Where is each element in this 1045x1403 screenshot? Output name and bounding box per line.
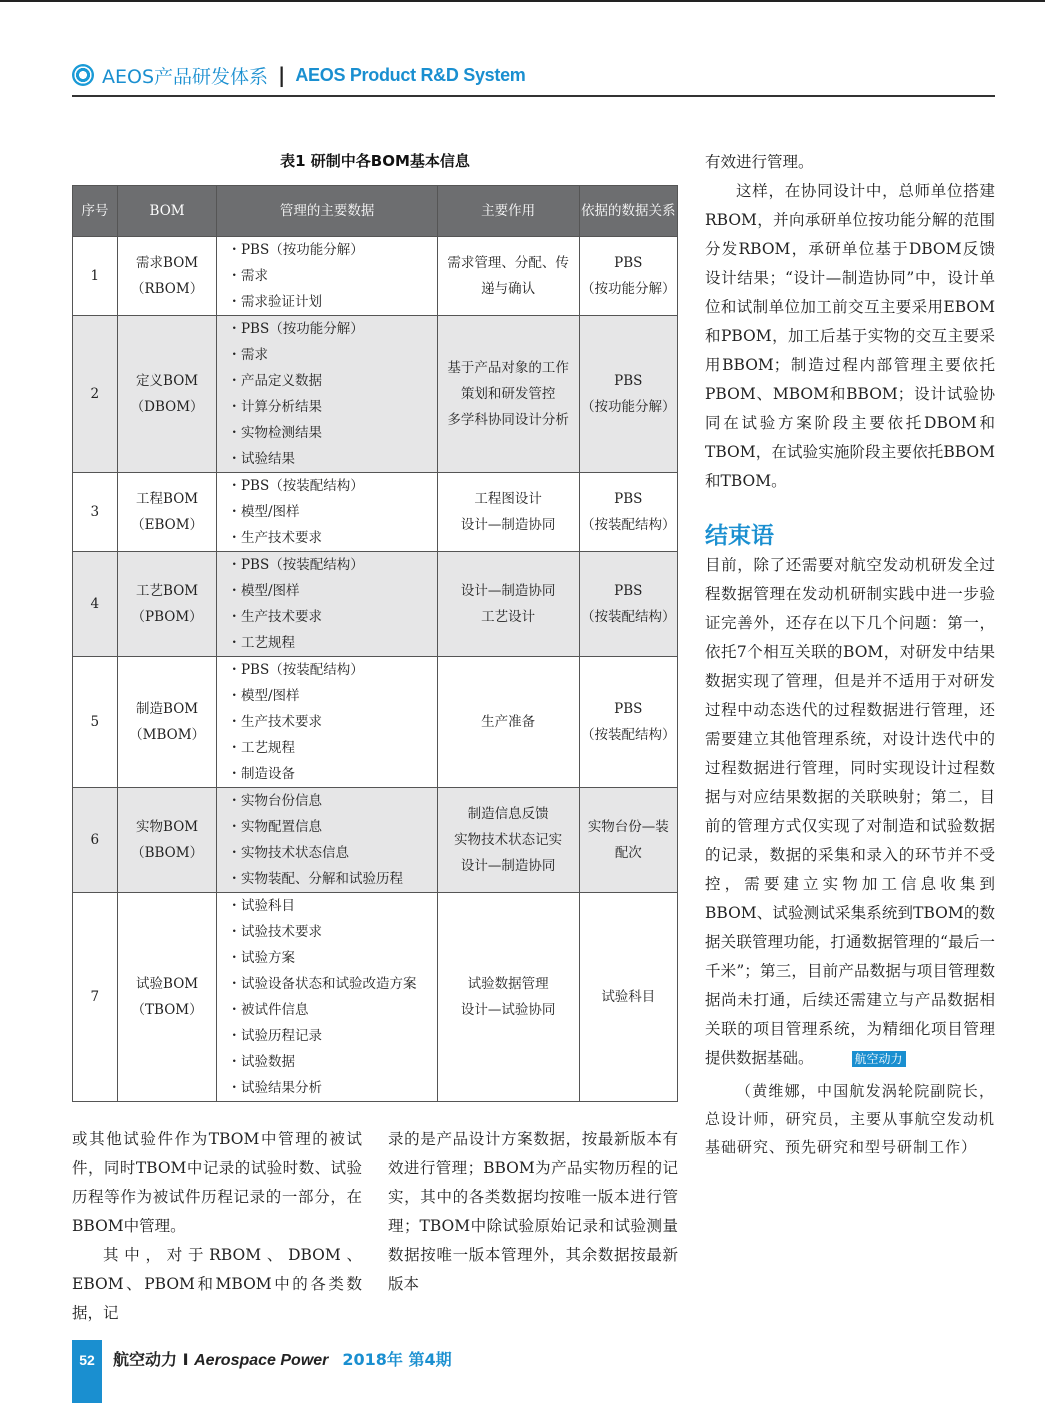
header-title-en: AEOS Product R&D System — [295, 64, 526, 85]
role-cell-line: 制造信息反馈 — [467, 806, 549, 822]
bom-name: 实物BOM — [136, 819, 199, 835]
right-column — [705, 148, 995, 1161]
role-cell — [437, 788, 579, 893]
bom-name: 工程BOM — [136, 491, 199, 507]
aeos-logo-icon — [72, 64, 94, 86]
running-header — [72, 60, 526, 90]
bom-name-cell — [117, 237, 217, 316]
row-number: 1 — [73, 237, 118, 316]
footer-separator: I — [177, 1350, 195, 1369]
managed-data-cell — [217, 316, 437, 473]
left-column — [72, 1125, 362, 1328]
section-title: 结束语 — [705, 523, 774, 549]
basis-cell-line: 配次 — [614, 845, 642, 861]
role-cell-line: 需求管理、分配、传 — [447, 255, 569, 271]
managed-data-cell-line: ・试验设备状态和试验改造方案 — [227, 976, 417, 992]
basis-cell-line: （按装配结构） — [581, 727, 676, 743]
basis-cell-line: （按功能分解） — [581, 281, 676, 297]
bom-abbr: （EBOM） — [131, 517, 204, 533]
basis-cell-line: （按功能分解） — [581, 399, 676, 415]
basis-cell — [579, 893, 677, 1102]
role-cell — [437, 552, 579, 657]
conclusion-text: 目前，除了还需要对航空发动机研发全过程数据管理在发动机研制实践中进一步验证完善外，还存在以下几个问题：第一，依托7个相互关联的BOM，对研发中结果数据实现了管理，但是并不适用于对研发过程中动态迭代的过程数据进行管理，还需要建立其他管理系统，对设计迭代中的过程数据进行管理，同时实现设计过程数据与对应结果数据的关联映射；第二，目前的管理方式仅实现了对制造和试验数据的记录，数据的采集和录入的环节并不受控，需要建立实物加工信息收集到BBOM、试验测试采集系统到TBOM的数据关联管理功能，打通数据管理的“最后一千米”；第三，目前产品数据与项目管理数据尚未打通，后续还需建立与产品数据相关联的项目管理系统，为精细化项目管理提供数据基础。 — [705, 556, 995, 1067]
managed-data-cell — [217, 788, 437, 893]
managed-data-cell — [217, 893, 437, 1102]
paragraph: 这样，在协同设计中，总师单位搭建RBOM，并向承研单位按功能分解的范围分发RBOM，承研单位基于DBOM反馈设计结果；“设计—制造协同”中，设计单位和试制单位加工前交互主要采用EBOM和PBOM，加工后基于实物的交互主要采用BBOM；制造过程内部管理主要依托PBOM、MBOM和BBOM；设计试验协同在试验方案阶段主要依托DBOM和TBOM，在试验实施阶段主要依托BBOM和TBOM。 — [705, 182, 995, 490]
paragraph: 有效进行管理。 — [705, 153, 814, 171]
journal-name-cn: 航空动力 — [113, 1350, 178, 1369]
managed-data-cell-line: ・模型/图样 — [227, 583, 300, 599]
role-cell-line: 实物技术状态记实 — [454, 832, 563, 848]
row-number: 7 — [73, 893, 118, 1102]
bom-name-cell — [117, 316, 217, 473]
header-cell: 依据的数据关系 — [579, 186, 677, 237]
table-row — [73, 552, 678, 657]
basis-cell-line: （按装配结构） — [581, 517, 676, 533]
managed-data-cell-line: ・需求 — [227, 347, 268, 363]
basis-cell-line: PBS — [614, 701, 643, 717]
header-rule — [72, 95, 995, 97]
role-cell — [437, 893, 579, 1102]
role-cell-line: 生产准备 — [481, 714, 536, 730]
managed-data-cell-line: ・产品定义数据 — [227, 373, 322, 389]
header-title-cn: AEOS产品研发体系 — [102, 65, 269, 88]
page-number: 52 — [79, 1352, 95, 1368]
table-row — [73, 788, 678, 893]
row-number: 2 — [73, 316, 118, 473]
managed-data-cell-line: ・实物检测结果 — [227, 425, 322, 441]
managed-data-cell-line: ・试验数据 — [227, 1054, 295, 1070]
basis-cell — [579, 316, 677, 473]
bom-name-cell — [117, 657, 217, 788]
row-number: 5 — [73, 657, 118, 788]
managed-data-cell-line: ・试验方案 — [227, 950, 295, 966]
table-row — [73, 473, 678, 552]
role-cell-line: 设计—试验协同 — [460, 1002, 556, 1018]
managed-data-cell — [217, 473, 437, 552]
managed-data-cell-line: ・PBS（按装配结构） — [227, 662, 364, 678]
bom-name: 定义BOM — [136, 373, 199, 389]
managed-data-cell-line: ・试验结果分析 — [227, 1080, 322, 1096]
managed-data-cell-line: ・生产技术要求 — [227, 530, 322, 546]
role-cell-line: 试验数据管理 — [467, 976, 549, 992]
bom-name: 工艺BOM — [136, 583, 199, 599]
managed-data-cell-line: ・PBS（按功能分解） — [227, 242, 364, 258]
role-cell-line: 多学科协同设计分析 — [447, 412, 569, 428]
paragraph — [705, 551, 995, 1073]
table-row — [73, 316, 678, 473]
bom-name: 试验BOM — [136, 976, 199, 992]
table-caption: 表1 研制中各BOM基本信息 — [280, 152, 470, 170]
paragraph: 或其他试验件作为TBOM中管理的被试件，同时TBOM中记录的试验时数、试验历程等作为被试件历程记录的一部分，在BBOM中管理。 — [72, 1130, 362, 1235]
header-cell: 主要作用 — [437, 186, 579, 237]
bom-name-cell — [117, 473, 217, 552]
table-body — [73, 237, 678, 1102]
issue-label: 2018年 第4期 — [342, 1350, 452, 1369]
role-cell — [437, 473, 579, 552]
basis-cell-line: PBS — [614, 491, 643, 507]
top-border — [0, 0, 1045, 2]
managed-data-cell-line: ・生产技术要求 — [227, 609, 322, 625]
table-row — [73, 657, 678, 788]
footer — [113, 1347, 452, 1370]
middle-column — [388, 1125, 678, 1299]
basis-cell — [579, 237, 677, 316]
basis-cell-line: PBS — [614, 255, 643, 271]
bom-name: 需求BOM — [136, 255, 199, 271]
role-cell-line: 工程图设计 — [474, 491, 542, 507]
managed-data-cell-line: ・制造设备 — [227, 766, 295, 782]
role-cell-line: 设计—制造协同 — [460, 858, 556, 874]
header-cell: 序号 — [73, 186, 118, 237]
bom-abbr: （BBOM） — [131, 845, 204, 861]
basis-cell — [579, 552, 677, 657]
header-cell: 管理的主要数据 — [217, 186, 437, 237]
managed-data-cell-line: ・PBS（按功能分解） — [227, 321, 364, 337]
bom-name-cell — [117, 552, 217, 657]
role-cell-line: 工艺设计 — [481, 609, 536, 625]
bom-abbr: （PBOM） — [131, 609, 203, 625]
paragraph: 录的是产品设计方案数据，按最新版本有效进行管理；BBOM为产品实物历程的记实，其中的各类数据均按唯一版本进行管理；TBOM中除试验原始记录和试验测量数据按唯一版本管理外，其余数据按最新版本 — [388, 1130, 678, 1293]
journal-name-en: Aerospace Power — [194, 1352, 329, 1369]
bom-abbr: （RBOM） — [130, 281, 204, 297]
managed-data-cell-line: ・被试件信息 — [227, 1002, 309, 1018]
role-cell — [437, 316, 579, 473]
role-cell-line: 递与确认 — [481, 281, 536, 297]
basis-cell — [579, 657, 677, 788]
page-number-tab — [72, 1340, 102, 1403]
role-cell-line: 基于产品对象的工作 — [447, 360, 569, 376]
role-cell — [437, 237, 579, 316]
basis-cell — [579, 473, 677, 552]
managed-data-cell-line: ・需求验证计划 — [227, 294, 322, 310]
table-header-row — [73, 186, 678, 237]
role-cell-line: 策划和研发管控 — [460, 386, 556, 402]
basis-cell — [579, 788, 677, 893]
managed-data-cell-line: ・实物装配、分解和试验历程 — [227, 871, 403, 887]
managed-data-cell-line: ・模型/图样 — [227, 504, 300, 520]
managed-data-cell-line: ・生产技术要求 — [227, 714, 322, 730]
managed-data-cell-line: ・PBS（按装配结构） — [227, 478, 364, 494]
managed-data-cell-line: ・PBS（按装配结构） — [227, 557, 364, 573]
managed-data-cell — [217, 657, 437, 788]
managed-data-cell-line: ・需求 — [227, 268, 268, 284]
bom-name-cell — [117, 893, 217, 1102]
row-number: 3 — [73, 473, 118, 552]
managed-data-cell-line: ・模型/图样 — [227, 688, 300, 704]
author-note: （黄维娜，中国航发涡轮院副院长，总设计师，研究员，主要从事航空发动机基础研究、预先研究和型号研制工作） — [705, 1082, 995, 1156]
basis-cell-line: 实物台份—装 — [587, 819, 669, 835]
header-separator: | — [278, 63, 286, 87]
managed-data-cell-line: ・实物技术状态信息 — [227, 845, 349, 861]
role-cell-line: 设计—制造协同 — [460, 517, 556, 533]
end-badge: 航空动力 — [852, 1051, 906, 1067]
managed-data-cell-line: ・工艺规程 — [227, 635, 295, 651]
role-cell-line: 设计—制造协同 — [460, 583, 556, 599]
row-number: 6 — [73, 788, 118, 893]
basis-cell-line: PBS — [614, 373, 643, 389]
managed-data-cell-line: ・计算分析结果 — [227, 399, 322, 415]
managed-data-cell-line: ・试验技术要求 — [227, 924, 322, 940]
paragraph: 其中，对于RBOM、DBOM、EBOM、PBOM和MBOM中的各类数据，记 — [72, 1246, 362, 1322]
header-cell: BOM — [117, 186, 217, 237]
bom-name: 制造BOM — [136, 701, 199, 717]
managed-data-cell-line: ・实物配置信息 — [227, 819, 322, 835]
managed-data-cell-line: ・试验历程记录 — [227, 1028, 322, 1044]
bom-name-cell — [117, 788, 217, 893]
bom-table — [72, 185, 678, 1102]
managed-data-cell-line: ・实物台份信息 — [227, 793, 322, 809]
managed-data-cell-line: ・工艺规程 — [227, 740, 295, 756]
table-row — [73, 893, 678, 1102]
basis-cell-line: （按装配结构） — [581, 609, 676, 625]
basis-cell-line: 试验科目 — [601, 989, 656, 1005]
managed-data-cell — [217, 552, 437, 657]
bom-abbr: （TBOM） — [131, 1002, 203, 1018]
managed-data-cell — [217, 237, 437, 316]
basis-cell-line: PBS — [614, 583, 643, 599]
bom-abbr: （MBOM） — [129, 727, 206, 743]
bom-abbr: （DBOM） — [130, 399, 204, 415]
role-cell — [437, 657, 579, 788]
table-row — [73, 237, 678, 316]
managed-data-cell-line: ・试验结果 — [227, 451, 295, 467]
managed-data-cell-line: ・试验科目 — [227, 898, 295, 914]
row-number: 4 — [73, 552, 118, 657]
